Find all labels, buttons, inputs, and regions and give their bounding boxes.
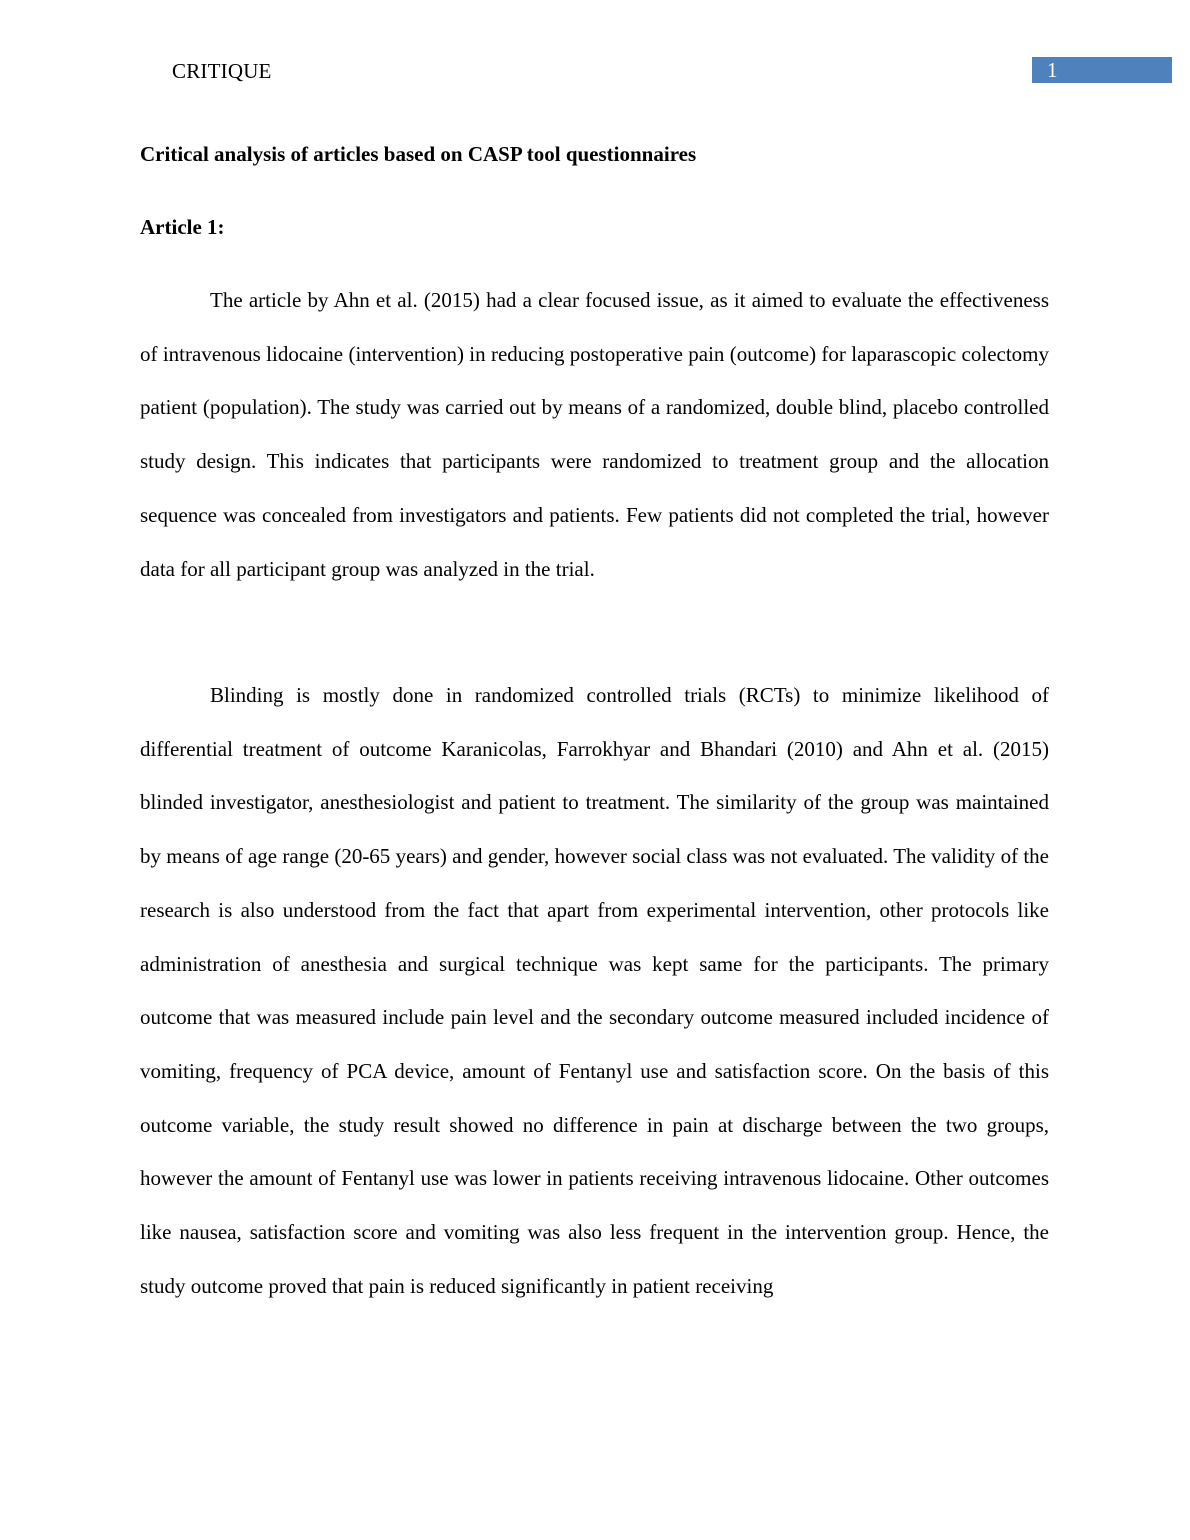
page-number: 1 [1047, 58, 1058, 82]
body-paragraph-1: The article by Ahn et al. (2015) had a clear focused issue, as it aimed to evaluate the effectiveness of intravenous lidocaine (intervention) in reducing postoperative pain (outcome) for laparascopic colectomy patient (population). The study was carried out by means of a randomized, double blind, placebo controlled study design. This indicates that participants were randomized to treatment group and the allocation sequence was concealed from investigators and patients. Few patients did not completed the trial, however data for all participant group was analyzed in the trial. [140, 288, 1049, 581]
body-paragraph-2: Blinding is mostly done in randomized controlled trials (RCTs) to minimize likelihood of differential treatment of outcome Karanicolas, Farrokhyar and Bhandari (2010) and Ahn et al. (2015) blinded investigator, anesthesiologist and patient to treatment. The similarity of the group was maintained by means of age range (20-65 years) and gender, however social class was not evaluated. The validity of the research is also understood from the fact that apart from experimental intervention, other protocols like administration of anesthesia and surgical technique was kept same for the participants. The primary outcome that was measured include pain level and the secondary outcome measured included incidence of vomiting, frequency of PCA device, amount of Fentanyl use and satisfaction score. On the basis of this outcome variable, the study result showed no difference in pain at discharge between the two groups, however the amount of Fentanyl use was lower in patients receiving intravenous lidocaine. Other outcomes like nausea, satisfaction score and vomiting was also less frequent in the intervention group. Hence, the study outcome proved that pain is reduced significantly in patient receiving [140, 683, 1049, 1298]
section-heading-article-1: Article 1: [140, 215, 225, 239]
document-title: Critical analysis of articles based on CASP tool questionnaires [140, 142, 697, 166]
page-number-box [1032, 57, 1172, 83]
running-head: CRITIQUE [172, 59, 272, 83]
